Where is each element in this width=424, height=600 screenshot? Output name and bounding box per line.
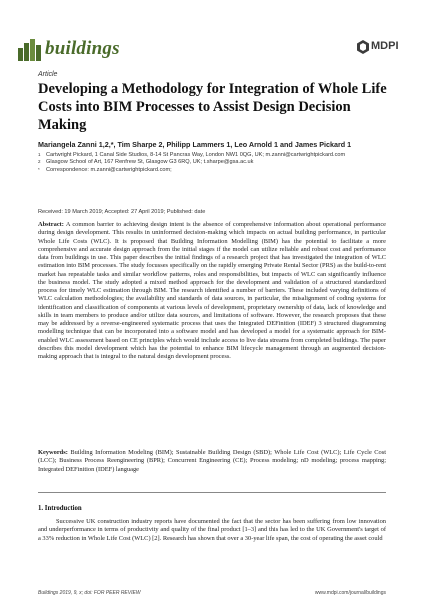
journal-logo bbox=[18, 38, 298, 64]
abstract-label: Abstract: bbox=[38, 221, 64, 228]
affiliation-mark: * bbox=[38, 166, 40, 172]
keywords bbox=[38, 449, 386, 474]
footer-journal-url: www.mdpi.com/journal/buildings bbox=[314, 590, 386, 596]
affiliation-text: Cartwright Pickard, 1 Canal Side Studios, 8-14 St Pancras Way, London NW1 0QG, UK; m.zanni@cartwrightpickard.com bbox=[46, 152, 346, 158]
affiliation-mark: 2 bbox=[38, 159, 41, 165]
publisher-name: MDPI bbox=[371, 40, 399, 52]
section-heading: 1. Introduction bbox=[38, 505, 82, 512]
keywords-text: Building Information Modeling (BIM); Sustainable Building Design (SBD); Whole Life Cost (WLC); Life Cycle Cost (LCC); Business Process Reengineering (BPR); Concurrent Engineering (CE); Process modeling; nD modeling; process mapping; Integrated DEFinition (IDEF) language bbox=[38, 449, 386, 473]
buildings-logo-icon bbox=[18, 39, 42, 61]
mdpi-logo-icon bbox=[356, 40, 370, 54]
article-type: Article bbox=[38, 71, 58, 78]
abstract bbox=[38, 221, 386, 361]
publication-dates: Received: 19 March 2019; Accepted: 27 April 2019; Published: date bbox=[38, 209, 206, 215]
keywords-label: Keywords: bbox=[38, 449, 68, 456]
affiliation-item bbox=[38, 159, 398, 166]
affiliation-mark: 1 bbox=[38, 152, 41, 157]
author-list: Mariangela Zanni 1,2,*, Tim Sharpe 2, Philipp Lammers 1, Leo Arnold 1 and James Pickard 1 bbox=[38, 140, 352, 149]
abstract-text: A common barrier to achieving design intent is the absence of comprehensive information about operational performance during design development. This results in uninformed decision-making which impacts on actual building performance, in particular Whole Life Costs (WLC). It is proposed that Building Information Modelling (BIM) has the potential to facilitate a more comprehensive and accurate design approach from the initial stages if the model can utilize reliable and robust cost and performance data from buildings in use. This paper describes the initial findings of a research project that has investigated the integration of WLC estimation into BIM processes. The study focusses specifically on the rapidly emerging Private Rental Sector (PRS) as the build-to-rent market has repeatable tasks and similar workflow patterns, roles and responsibilities, but impacts of WLC can significantly influence the business model. The study adopted a mixed method approach for the development and validation of a structured standardized process for timely WLC estimation through BIM. The research identified a number of barriers. These included varying definitions of WLC calculation methodologies; the availability and standards of data sources, in particular, the misalignment of coding systems for identification and classification of components at various levels of development, proprietary ownership of data, lack of knowledge and skills in team members to produce and/or utilize data sources, and limitations of software. However, the research proposes that these may be addressed by a reverse-engineered systematic process that uses the Integrated DEFinition (IDEF) 3 structured diagramming modelling technique that can be incorporated into a software model and has developed a model for a systematic approach for BIM-enabled WLC assessment based on CE principles which would include access to live data streams from completed buildings. The paper describes this model development which has the potential to enhance BIM lifecycle management through an augmented decision-making approach that is integral to the natural design development process. bbox=[38, 221, 387, 360]
paper-title: Developing a Methodology for Integration of Whole Life Costs into BIM Processes to Assist Design Decision Making bbox=[38, 81, 387, 133]
affiliation-item bbox=[38, 152, 398, 159]
divider bbox=[38, 492, 386, 493]
affiliation-text: Glasgow School of Art, 167 Renfrew St, Glasgow G3 6RQ, UK; t.sharpe@gsa.ac.uk bbox=[46, 159, 254, 166]
correspondence-text: Correspondence: m.zanni@cartwrightpickard.com; bbox=[46, 166, 172, 173]
introduction-text: Successive UK construction industry reports have documented the fact that the sector has been suffering from low innovation and underperformance in terms of productivity and quality of the final product [1–3] and this has led to the UK Government's target of a 33% reduction in Whole Life Cost (WLC) [2]. Research has shown that over a 30-year life span, the cost of operating the asset could bbox=[38, 518, 386, 542]
publisher-logo bbox=[356, 38, 408, 60]
footer-citation: Buildings 2019, 9, x; doi: FOR PEER REVIEW bbox=[38, 590, 141, 596]
affiliation-list bbox=[38, 152, 398, 174]
journal-name: buildings bbox=[45, 38, 120, 59]
correspondence-item bbox=[38, 167, 398, 174]
